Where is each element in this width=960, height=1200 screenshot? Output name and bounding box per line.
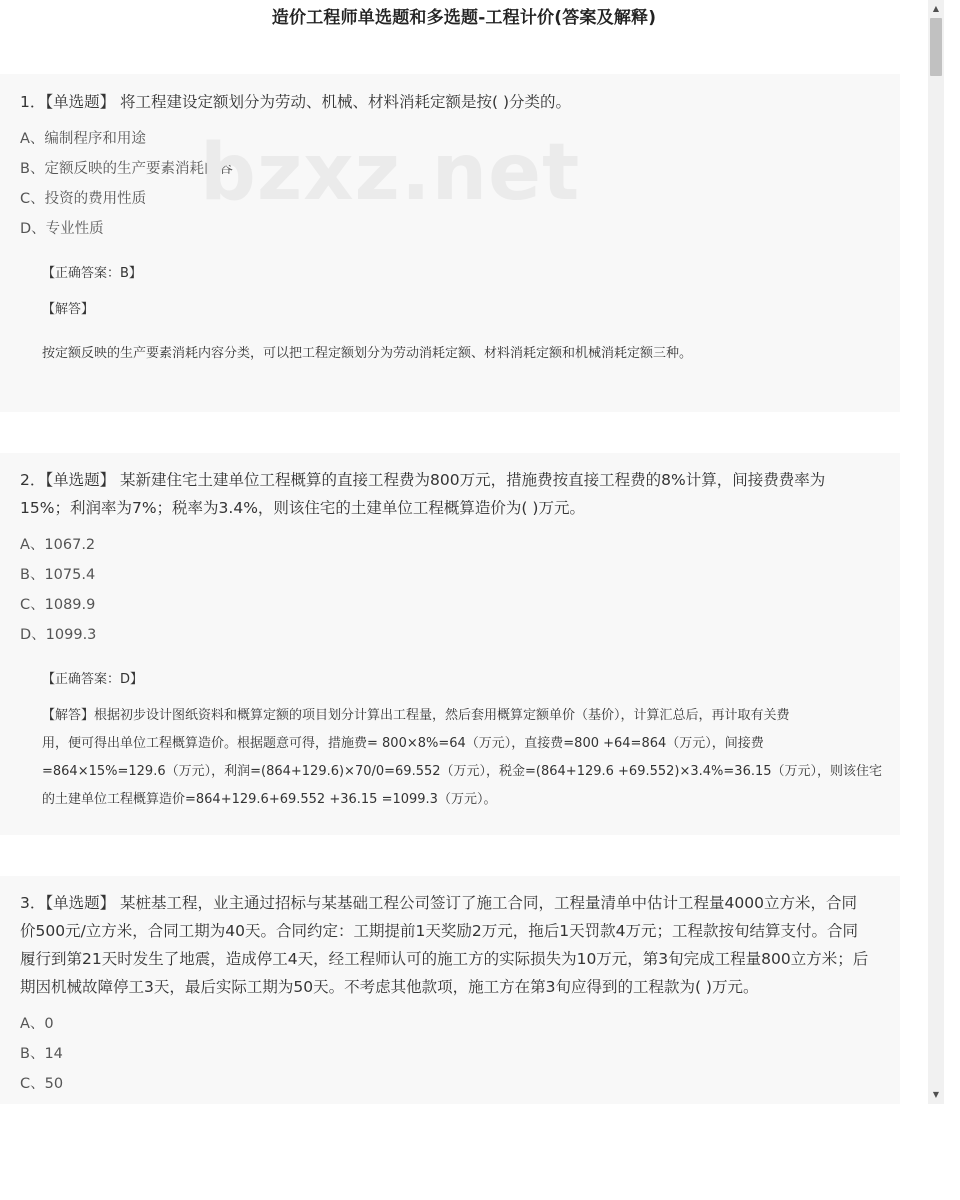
correct-answer: 【正确答案：B】	[42, 266, 142, 281]
scroll-down-arrow-icon[interactable]: ▼	[932, 1090, 940, 1099]
explanation-text	[42, 702, 900, 814]
correct-answer: 【正确答案：D】	[42, 672, 144, 687]
question-card-3	[0, 876, 900, 1104]
question-stem-line: 履行到第21天时发生了地震，造成停工4天，经工程师认可的施工方的实际损失为10万元，第3旬完成工程量800立方米；后	[20, 950, 869, 968]
scrollbar-thumb[interactable]	[930, 18, 942, 76]
answer-section	[20, 262, 900, 368]
option-a[interactable]: A、1067.2	[20, 537, 96, 553]
option-c[interactable]: C、1089.9	[20, 597, 96, 613]
option-b[interactable]: B、定额反映的生产要素消耗内容	[20, 161, 233, 177]
option-d[interactable]: D、1099.3	[20, 627, 97, 643]
explanation-line: 用，便可得出单位工程概算造价。根据题意可得，措施费= 800×8%=64（万元），直接费=800 +64=864（万元），间接费	[42, 736, 764, 751]
question-card-2	[0, 453, 900, 835]
question-stem-line: 3．【单选题】 某桩基工程，业主通过招标与某基础工程公司签订了施工合同，工程量清单中估计工程量4000立方米，合同	[20, 894, 857, 912]
option-list	[20, 1009, 900, 1099]
explanation-line: 【解答】根据初步设计图纸资料和概算定额的项目划分计算出工程量，然后套用概算定额单价（基价），计算汇总后，再计取有关费	[42, 708, 790, 723]
question-stem-line: 期因机械故障停工3天，最后实际工期为50天。不考虑其他款项，施工方在第3旬应得到的工程款为( )万元。	[20, 978, 759, 996]
explanation-line: =864×15%=129.6（万元），利润=(864+129.6)×70/0=69.552（万元），税金=(864+129.6 +69.552)×3.4%=36.15（万元），则该住宅	[42, 764, 883, 779]
question-card-1	[0, 74, 900, 412]
explanation-title: 【解答】	[42, 302, 95, 317]
explanation-line: 的土建单位工程概算造价=864+129.6+69.552 +36.15 =1099.3（万元）。	[42, 792, 497, 807]
question-stem	[20, 466, 900, 522]
option-b[interactable]: B、1075.4	[20, 567, 96, 583]
option-a[interactable]: A、0	[20, 1016, 54, 1032]
option-list	[20, 124, 900, 244]
question-stem-line: 2．【单选题】 某新建住宅土建单位工程概算的直接工程费为800万元，措施费按直接工程费的8%计算，间接费费率为	[20, 471, 826, 489]
option-b[interactable]: B、14	[20, 1046, 63, 1062]
option-c[interactable]: C、投资的费用性质	[20, 191, 147, 207]
question-stem-line: 价500元/立方米，合同工期为40天。合同约定：工期提前1天奖励2万元，拖后1天罚款4万元；工程款按旬结算支付。合同	[20, 922, 858, 940]
option-a[interactable]: A、编制程序和用途	[20, 131, 146, 147]
option-d[interactable]: D、专业性质	[20, 221, 104, 237]
option-list	[20, 530, 900, 650]
answer-section	[20, 668, 900, 814]
question-stem	[20, 889, 900, 1001]
question-stem: 1．【单选题】 将工程建设定额划分为劳动、机械、材料消耗定额是按( )分类的。	[20, 93, 572, 111]
scroll-up-arrow-icon[interactable]: ▲	[932, 4, 940, 13]
explanation-text: 按定额反映的生产要素消耗内容分类，可以把工程定额划分为劳动消耗定额、材料消耗定额和机械消耗定额三种。	[42, 346, 693, 361]
option-c[interactable]: C、50	[20, 1076, 64, 1092]
watermark: bzxz.net	[200, 128, 581, 218]
page-title: 造价工程师单选题和多选题-工程计价(答案及解释)	[271, 8, 657, 28]
question-stem-line: 15%；利润率为7%；税率为3.4%，则该住宅的土建单位工程概算造价为( )万元。	[20, 499, 585, 517]
vertical-scrollbar[interactable]	[928, 0, 944, 1104]
